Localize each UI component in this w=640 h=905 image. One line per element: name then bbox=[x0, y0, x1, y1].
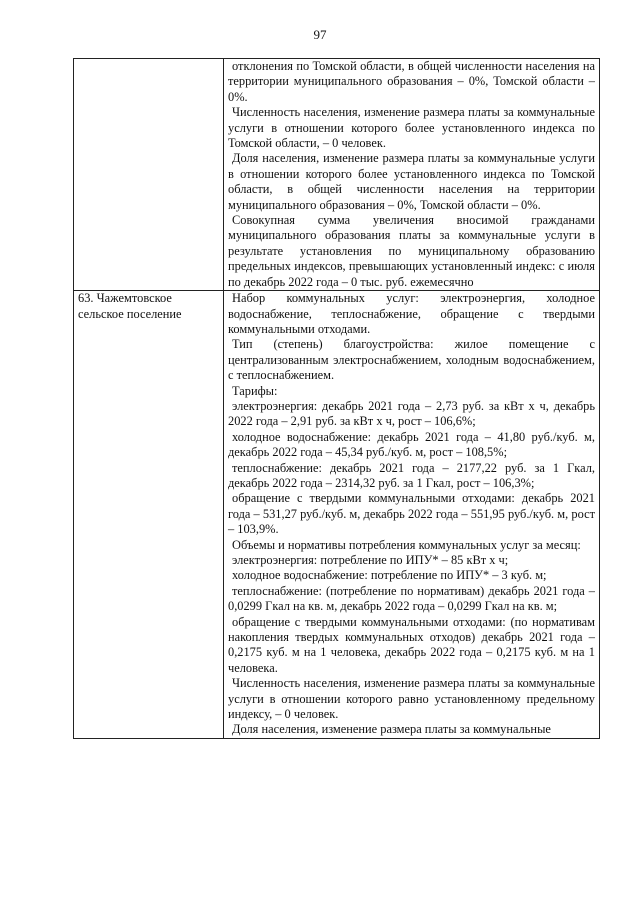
paragraph: Совокупная сумма увеличения вносимой гражданами муниципального образования платы за коммунальные услуги в результате установления по муниципальному образованию предельных индексов, превышающих установленный индекс: с июля по декабрь 2022 года – 0 тыс. руб. ежемесячно bbox=[228, 213, 595, 289]
table-row bbox=[74, 59, 600, 291]
paragraph: электроэнергия: декабрь 2021 года – 2,73 руб. за кВт х ч, декабрь 2022 года – 2,91 руб. за кВт х ч, рост – 106,6%; bbox=[228, 398, 595, 429]
table-row bbox=[74, 291, 600, 739]
municipality-cell: 63. Чажемтовское сельское поселение bbox=[74, 291, 224, 739]
paragraph: отклонения по Томской области, в общей численности населения на территории муниципального образования – 0%, Томской области – 0%. bbox=[228, 59, 595, 104]
page-number: 97 bbox=[313, 27, 327, 42]
paragraph: Доля населения, изменение размера платы за коммунальные услуги в отношении которого более установленного индекса по Томской области, в общей численности населения на территории муниципального образования – 0%, Томской области – 0%. bbox=[228, 151, 595, 212]
details-cell bbox=[224, 59, 600, 291]
municipality-cell bbox=[74, 59, 224, 291]
paragraph: холодное водоснабжение: потребление по ИПУ* – 3 куб. м; bbox=[232, 568, 547, 583]
paragraph: Набор коммунальных услуг: электроэнергия, холодное водоснабжение, теплоснабжение, обращение с твердыми коммунальными отходами. bbox=[228, 291, 595, 336]
paragraph: обращение с твердыми коммунальными отходами: (по нормативам накопления твердых коммунальных отходов) декабрь 2021 года – 0,2175 куб. м на 1 человека, декабрь 2022 года – 0,2175 куб. м на 1 человека. bbox=[228, 614, 595, 675]
paragraph: теплоснабжение: декабрь 2021 года – 2177,22 руб. за 1 Гкал, декабрь 2022 года – 2314,32 руб. за 1 Гкал, рост – 106,3%; bbox=[228, 460, 595, 490]
details-cell bbox=[224, 291, 600, 739]
paragraph: Численность населения, изменение размера платы за коммунальные услуги в отношении которого более установленного индекса по Томской области, – 0 человек. bbox=[228, 105, 595, 151]
paragraph: Тип (степень) благоустройства: жилое помещение с централизованным электроснабжением, холодным водоснабжением, с теплоснабжением. bbox=[228, 337, 595, 383]
paragraph: Объемы и нормативы потребления коммунальных услуг за месяц: bbox=[232, 537, 581, 552]
paragraph: электроэнергия: потребление по ИПУ* – 85 кВт х ч; bbox=[232, 553, 509, 567]
paragraph: холодное водоснабжение: декабрь 2021 года – 41,80 руб./куб. м, декабрь 2022 года – 45,34 руб./куб. м, рост – 108,5%; bbox=[228, 429, 595, 460]
paragraph: теплоснабжение: (потребление по нормативам) декабрь 2021 года – 0,0299 Гкал на кв. м, декабрь 2022 года – 0,0299 Гкал на кв. м; bbox=[228, 583, 595, 614]
document-table bbox=[73, 58, 600, 739]
paragraph: Численность населения, изменение размера платы за коммунальные услуги в отношении которого равно установленному предельному индексу, – 0 человек. bbox=[228, 676, 595, 722]
paragraph: обращение с твердыми коммунальными отходами: декабрь 2021 года – 531,27 руб./куб. м, декабрь 2022 года – 551,95 руб./куб. м, рост – 103,9%. bbox=[228, 491, 595, 537]
paragraph: Доля населения, изменение размера платы за коммунальные bbox=[232, 722, 551, 737]
paragraph: Тарифы: bbox=[232, 383, 278, 398]
